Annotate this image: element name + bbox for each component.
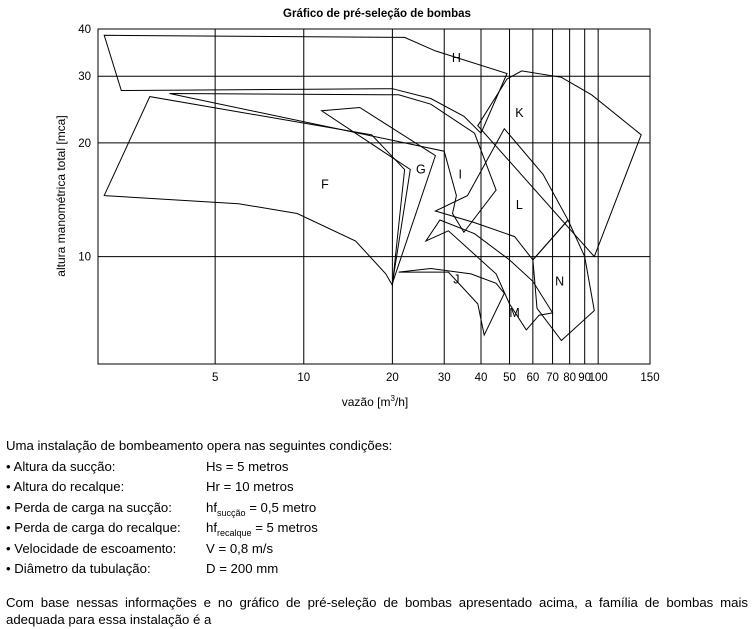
region-l-label: L — [515, 197, 523, 212]
region-g-label: G — [416, 162, 426, 177]
condition-row — [6, 457, 748, 478]
region-h-label: H — [451, 51, 461, 66]
y-tick-label: 10 — [78, 251, 91, 264]
condition-row — [6, 498, 748, 519]
region-i-boundary — [170, 94, 497, 233]
condition-label: • Perda de carga do recalque: — [6, 520, 181, 535]
plot-frame — [98, 29, 650, 364]
condition-value: $hf_{recalque} = 5$ metros — [206, 520, 318, 538]
region-k-boundary — [478, 71, 641, 257]
y-tick-label: 20 — [78, 137, 91, 150]
condition-label: • Diâmetro da tubulação: — [6, 561, 151, 576]
x-tick-label: 150 — [640, 372, 660, 384]
condition-label: • Perda de carga na sucção: — [6, 499, 172, 515]
condition-row — [6, 477, 748, 498]
region-j-boundary — [399, 269, 505, 336]
y-axis-label: altura manométrica total [mca] — [54, 115, 68, 277]
x-tick-label: 60 — [526, 372, 540, 384]
y-tick-label: 40 — [78, 24, 91, 36]
x-tick-label: 70 — [546, 372, 559, 384]
x-tick-label: 20 — [385, 372, 399, 384]
region-j-label: J — [453, 272, 460, 287]
region-n-label: N — [555, 274, 565, 289]
problem-intro: Uma instalação de bombeamento opera nas seguintes condições: — [6, 438, 393, 453]
region-l-boundary — [435, 129, 568, 260]
x-tick-label: 80 — [563, 372, 577, 384]
x-axis-label: vazão $[m^3/h]$ — [341, 394, 409, 409]
region-m-label: M — [509, 305, 520, 320]
x-tick-label: 30 — [437, 372, 451, 384]
condition-value: Hs = 5 metros — [206, 458, 289, 474]
region-f-label: F — [321, 177, 329, 192]
region-m-boundary — [426, 220, 553, 330]
x-tick-label: 100 — [588, 372, 608, 384]
question-text: Com base nessas informações e no gráfico de pré-seleção de bombas apresentado acima, a família de bombas mais adequada para essa instalação é a — [6, 595, 748, 627]
condition-row — [6, 559, 748, 580]
x-tick-label: 90 — [578, 372, 592, 384]
condition-label: • Altura da sucção: — [6, 458, 116, 474]
condition-value: $hf_{sucção} = 0,5$ metro — [206, 499, 317, 518]
condition-value: D = 200 mm — [206, 561, 279, 576]
region-h-boundary — [104, 35, 507, 133]
x-tick-label: 10 — [297, 372, 311, 384]
region-k-label: K — [515, 105, 524, 120]
condition-row — [6, 518, 748, 539]
x-tick-label: 5 — [211, 372, 219, 384]
x-tick-label: 50 — [503, 372, 516, 384]
y-tick-label: 30 — [78, 71, 91, 84]
chart-title: Gráfico de pré-seleção de bombas — [283, 8, 471, 20]
problem-conditions — [6, 436, 748, 580]
condition-row — [6, 539, 748, 560]
condition-value: Hr = 10 metros — [206, 479, 294, 494]
condition-value: V = 0,8 m/s — [206, 540, 274, 556]
x-tick-label: 40 — [474, 372, 488, 384]
region-i-label: I — [458, 167, 462, 182]
condition-label: • Velocidade de escoamento: — [6, 540, 177, 556]
condition-label: • Altura do recalque: — [6, 479, 125, 494]
